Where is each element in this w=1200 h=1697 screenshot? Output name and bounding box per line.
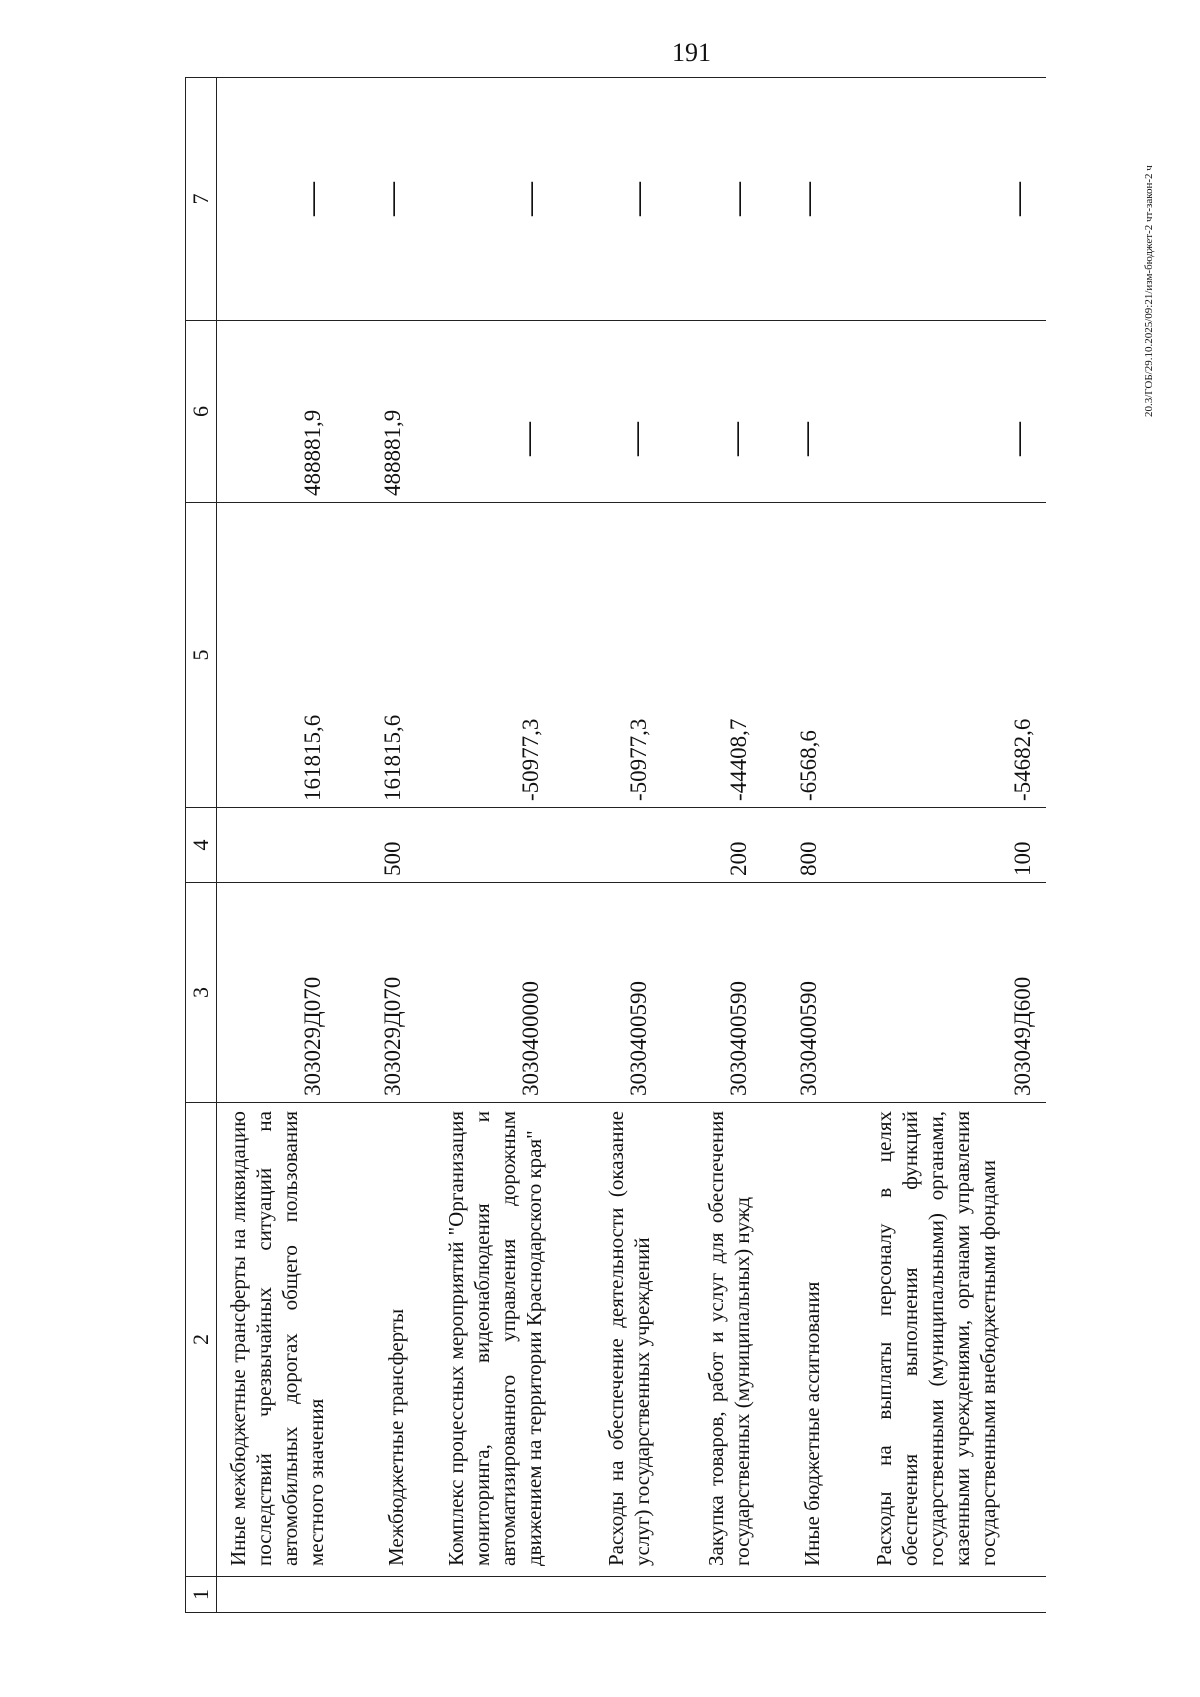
description-cell: Иные бюджетные ассигнования (761, 1103, 831, 1577)
description-cell: Межбюджетные трансферты (335, 1103, 415, 1577)
row-number-cell (217, 1577, 336, 1613)
budget-table (185, 77, 1046, 1613)
table-row (415, 78, 553, 1613)
description-cell: Расходы на обеспечение деятельности (оказание услуг) государственных учреждений (553, 1103, 661, 1577)
target-code-cell: 3030400590 (761, 883, 831, 1103)
expense-type-cell: 800 (761, 808, 831, 883)
target-code-cell: 303029Д070 (217, 883, 336, 1103)
amount-2-cell (415, 321, 553, 503)
amount-cell: 161815,6 (335, 503, 415, 808)
empty-value-mark: — (716, 422, 754, 456)
table-row (831, 78, 1046, 1613)
amount-2-cell (661, 321, 761, 503)
target-code-cell: 3030400000 (415, 883, 553, 1103)
col-header-4: 4 (186, 808, 217, 883)
empty-value-cell: — (553, 78, 661, 321)
col-header-3: 3 (186, 883, 217, 1103)
col-header-6: 6 (186, 321, 217, 503)
table-row (761, 78, 831, 1613)
description-cell: Расходы на выплаты персоналу в целях обеспечения выполнения функций государственными (муниципальными) органами, казенными учреждениями, органами управления государственными внебюджетными фондами (831, 1103, 1046, 1577)
expense-type-cell (415, 808, 553, 883)
amount-2-cell (831, 321, 1046, 503)
empty-value-cell: — (831, 78, 1046, 321)
empty-value-cell: — (335, 78, 415, 321)
target-code-cell: 3030400590 (553, 883, 661, 1103)
expense-type-cell (217, 808, 336, 883)
col-header-5: 5 (186, 503, 217, 808)
budget-table-rotated (185, 78, 1075, 1613)
empty-value-cell: — (761, 78, 831, 321)
amount-2-cell: 488881,9 (217, 321, 336, 503)
col-header-7: 7 (186, 78, 217, 321)
target-code-cell: 3030400590 (661, 883, 761, 1103)
table-row (661, 78, 761, 1613)
description-cell: Комплекс процессных мероприятий "Организация мониторинга, видеонаблюдения и автоматизированного управления дорожным движением на территории Краснодарского края" (415, 1103, 553, 1577)
expense-type-cell: 200 (661, 808, 761, 883)
header-row (186, 78, 217, 1613)
empty-value-mark: — (508, 422, 546, 456)
table-row (335, 78, 415, 1613)
col-header-1: 1 (186, 1577, 217, 1613)
description-cell: Закупка товаров, работ и услуг для обеспечения государственных (муниципальных) нужд (661, 1103, 761, 1577)
empty-value-cell: — (217, 78, 336, 321)
row-number-cell (415, 1577, 553, 1613)
empty-value-mark: — (999, 422, 1037, 456)
empty-value-mark: — (786, 422, 824, 456)
empty-value-cell: — (415, 78, 553, 321)
amount-cell: -50977,3 (415, 503, 553, 808)
amount-cell: -50977,3 (553, 503, 661, 808)
expense-type-cell: 500 (335, 808, 415, 883)
row-number-cell (831, 1577, 1046, 1613)
target-code-cell: 303049Д600 (831, 883, 1046, 1103)
amount-cell: -44408,7 (661, 503, 761, 808)
table-row (553, 78, 661, 1613)
row-number-cell (761, 1577, 831, 1613)
expense-type-cell (553, 808, 661, 883)
description-cell: Иные межбюджетные трансферты на ликвидацию последствий чрезвычайных ситуаций на автомобильных дорогах общего пользования местного значения (217, 1103, 336, 1577)
amount-cell: 161815,6 (217, 503, 336, 808)
page-number: 191 (672, 38, 711, 67)
col-header-2: 2 (186, 1103, 217, 1577)
amount-2-cell (761, 321, 831, 503)
table-row (217, 78, 336, 1613)
amount-cell: -6568,6 (761, 503, 831, 808)
document-code: 20.3/ГОБ/29.10.2025/09:21/изм-бюджет-2 чт-закон-2 ч (1143, 165, 1155, 417)
amount-2-cell (553, 321, 661, 503)
empty-value-mark: — (616, 422, 654, 456)
amount-cell: -54682,6 (831, 503, 1046, 808)
empty-value-cell: — (661, 78, 761, 321)
row-number-cell (553, 1577, 661, 1613)
row-number-cell (661, 1577, 761, 1613)
expense-type-cell: 100 (831, 808, 1046, 883)
row-number-cell (335, 1577, 415, 1613)
target-code-cell: 303029Д070 (335, 883, 415, 1103)
amount-2-cell: 488881,9 (335, 321, 415, 503)
